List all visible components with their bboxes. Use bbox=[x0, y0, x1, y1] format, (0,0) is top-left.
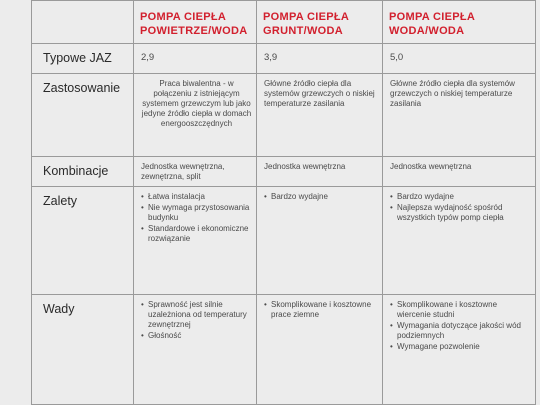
list-item: • Standardowe i ekonomiczne rozwiązanie bbox=[141, 224, 252, 244]
row-label: Wady bbox=[32, 295, 134, 405]
zalety-cell bbox=[257, 187, 383, 295]
header-row bbox=[32, 1, 536, 44]
kombinacje-value: Jednostka wewnętrzna bbox=[383, 157, 536, 187]
list-item: • Nie wymaga przystosowania budynku bbox=[141, 203, 252, 223]
row-kombinacje bbox=[32, 157, 536, 187]
zalety-cell bbox=[383, 187, 536, 295]
row-label: Kombinacje bbox=[32, 157, 134, 187]
column-header-line2: GRUNT/WODA bbox=[263, 25, 343, 37]
column-header-line1: POMPA CIEPŁA bbox=[263, 11, 350, 23]
row-zalety bbox=[32, 187, 536, 295]
column-header-line1: POMPA CIEPŁA bbox=[389, 11, 476, 23]
zastosowanie-value: Główne źródło ciepła dla systemów grzewczych o niskiej temperaturze zasilania bbox=[383, 74, 536, 157]
kombinacje-value: Jednostka wewnętrzna, zewnętrzna, split bbox=[134, 157, 257, 187]
column-header-air-water bbox=[134, 1, 257, 44]
jaz-value: 2,9 bbox=[134, 44, 257, 74]
zastosowanie-value: Praca biwalentna - w połączeniu z istniejącym systemem grzewczym lub jako jedyne źródło ciepła w domach energooszczędnych bbox=[134, 74, 257, 157]
comparison-sheet bbox=[31, 0, 535, 405]
list-item: • Skomplikowane i kosztowne wiercenie studni bbox=[390, 300, 531, 320]
list-item: • Bardzo wydajne bbox=[264, 192, 378, 202]
row-label: Zalety bbox=[32, 187, 134, 295]
jaz-value: 3,9 bbox=[257, 44, 383, 74]
kombinacje-value: Jednostka wewnętrzna bbox=[257, 157, 383, 187]
wady-list bbox=[264, 300, 378, 320]
list-item: • Głośność bbox=[141, 331, 252, 341]
list-item: • Wymagane pozwolenie bbox=[390, 342, 531, 352]
column-header-water-water bbox=[383, 1, 536, 44]
zalety-cell bbox=[134, 187, 257, 295]
wady-cell bbox=[383, 295, 536, 405]
row-zastosowanie bbox=[32, 74, 536, 157]
zalety-list bbox=[390, 192, 531, 223]
row-label: Zastosowanie bbox=[32, 74, 134, 157]
heat-pump-comparison-table bbox=[31, 0, 536, 405]
wady-list bbox=[141, 300, 252, 341]
wady-cell bbox=[257, 295, 383, 405]
list-item: • Łatwa instalacja bbox=[141, 192, 252, 202]
column-header-line2: WODA/WODA bbox=[389, 25, 465, 37]
list-item: • Wymagania dotyczące jakości wód podziemnych bbox=[390, 321, 531, 341]
column-header-line2: POWIETRZE/WODA bbox=[140, 25, 248, 37]
zastosowanie-value: Główne źródło ciepła dla systemów grzewczych o niskiej temperaturze zasilania bbox=[257, 74, 383, 157]
wady-list bbox=[390, 300, 531, 352]
list-item: • Najlepsza wydajność spośród wszystkich typów pomp ciepła bbox=[390, 203, 531, 223]
list-item: • Skomplikowane i kosztowne prace ziemne bbox=[264, 300, 378, 320]
zalety-list bbox=[264, 192, 378, 202]
list-item: • Bardzo wydajne bbox=[390, 192, 531, 202]
column-header-line1: POMPA CIEPŁA bbox=[140, 11, 227, 23]
row-jaz bbox=[32, 44, 536, 74]
zalety-list bbox=[141, 192, 252, 244]
row-label: Typowe JAZ bbox=[32, 44, 134, 74]
wady-cell bbox=[134, 295, 257, 405]
corner-cell bbox=[32, 1, 134, 44]
row-wady bbox=[32, 295, 536, 405]
list-item: • Sprawność jest silnie uzależniona od temperatury zewnętrznej bbox=[141, 300, 252, 330]
column-header-ground-water bbox=[257, 1, 383, 44]
jaz-value: 5,0 bbox=[383, 44, 536, 74]
